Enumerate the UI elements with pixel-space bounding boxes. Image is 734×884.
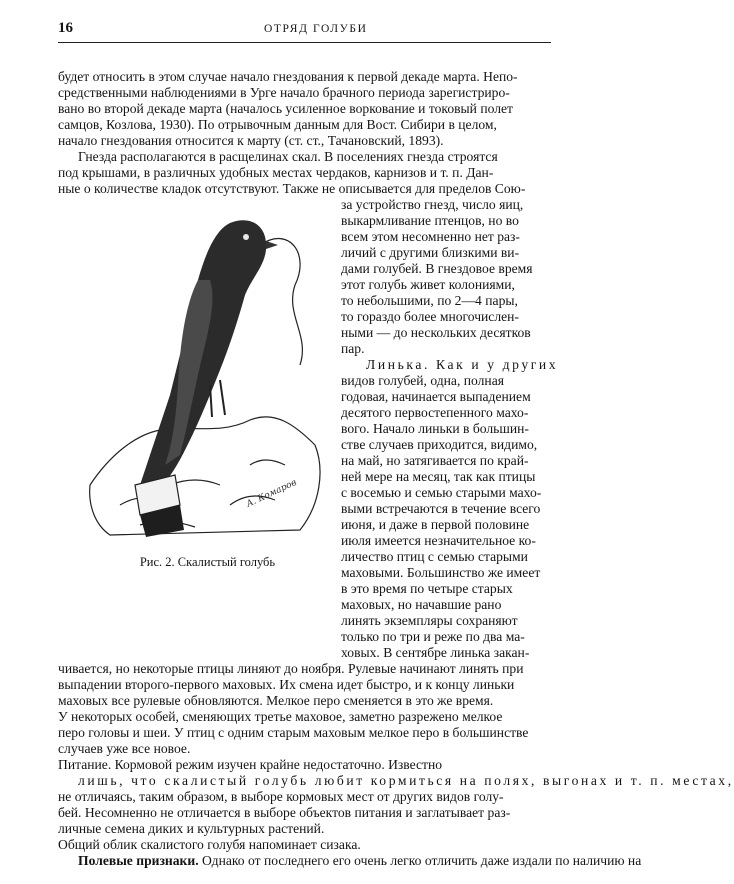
text-line: июня, и даже в первой половине xyxy=(341,517,530,532)
pigeon-illustration xyxy=(80,185,330,547)
text-line: только по три и реже по два ма- xyxy=(341,629,525,644)
text-line: всем этом несомненно нет раз- xyxy=(341,229,520,244)
pigeon-body xyxy=(140,220,266,490)
text-line: перо головы и шеи. У птиц с одним старым маховым мелкое перо в большинстве xyxy=(58,725,529,740)
text-line: личество птиц с семью старыми xyxy=(341,549,528,564)
text-line: в это время по четыре старых xyxy=(341,581,513,596)
text-line: не отличаясь, таким образом, в выборе кормовых мест от других видов голу- xyxy=(58,789,504,804)
text-line: стве случаев приходится, видимо, xyxy=(341,437,538,452)
text-line: ней мере на месяц, так как птицы xyxy=(341,469,536,484)
text-line: годовая, начинается выпадением xyxy=(341,389,531,404)
text-line: за устройство гнезд, число яиц, xyxy=(341,197,524,212)
text-line: на май, но затягивается по край- xyxy=(341,453,529,468)
page-header xyxy=(58,20,551,44)
text-line: самцов, Козлова, 1930). По отрывочным данным для Вост. Сибири в целом, xyxy=(58,117,497,132)
text-line: этот голубь живет колониями, xyxy=(341,277,515,292)
pigeon-beak xyxy=(266,241,278,249)
text-line: Питание. Кормовой режим изучен крайне недостаточно. Известно xyxy=(58,757,443,772)
text-line: средственными наблюдениями в Урге начало брачного периода зарегистриро- xyxy=(58,85,510,100)
text-line: дами голубей. В гнездовое время xyxy=(341,261,533,276)
text-line: маховых все рулевые обновляются. Мелкое перо сменяется в это же время. xyxy=(58,693,494,708)
text-line: ные о количестве кладок отсутствуют. Также не описывается для пределов Сою- xyxy=(58,181,526,196)
text-line: вого. Начало линьки в большин- xyxy=(341,421,529,436)
text-line: выпадении второго-первого маховых. Их смена идет быстро, и к концу линьки xyxy=(58,677,515,692)
figure-caption: Рис. 2. Скалистый голубь xyxy=(139,555,276,569)
background-rock xyxy=(260,239,302,365)
text-line: маховых, но начавшие рано xyxy=(341,597,502,612)
text-line: выми встречаются в течение всего xyxy=(341,501,541,516)
rock-outline xyxy=(90,417,320,535)
text-line: видов голубей, одна, полная xyxy=(341,373,504,388)
text-line: Гнезда располагаются в расщелинах скал. В поселениях гнезда строятся xyxy=(78,149,498,164)
text-line: Общий облик скалистого голубя напоминает сизака. xyxy=(58,837,361,852)
text-line: июля имеется незначительное ко- xyxy=(341,533,536,548)
pigeon-eye xyxy=(243,234,249,240)
section-head-field-marks: Полевые признаки. xyxy=(78,853,199,868)
text-line: ными — до нескольких десятков xyxy=(341,325,531,340)
text-line: У некоторых особей, сменяющих третье маховое, заметно разрежено мелкое xyxy=(58,709,503,724)
text-line: под крышами, в различных удобных местах чердаков, карнизов и т. п. Дан- xyxy=(58,165,494,180)
artist-signature: А. Комаров xyxy=(245,477,299,510)
text-line: то небольшими, по 2—4 пары, xyxy=(341,293,518,308)
text-line: ховых. В сентябре линька закан- xyxy=(341,645,530,660)
header-rule xyxy=(58,42,551,43)
text-line: лишь, что скалистый голубь любит кормиться на полях, выгонах и т. п. местах, xyxy=(78,773,734,788)
text-line xyxy=(78,853,641,869)
text-line: выкармливание птенцов, но во xyxy=(341,213,519,228)
text-line: чивается, но некоторые птицы линяют до ноября. Рулевые начинают линять при xyxy=(58,661,524,676)
text-line: пар. xyxy=(341,341,365,356)
text-run: Однако от последнего его очень легко отличить даже издали по наличию на xyxy=(202,853,642,868)
text-line: вано во второй декаде марта (началось усиленное воркование и токовый полет xyxy=(58,101,513,116)
pigeon-figure xyxy=(80,185,330,569)
running-title: ОТРЯД ГОЛУБИ xyxy=(264,23,368,35)
text-line: маховыми. Большинство же имеет xyxy=(341,565,541,580)
text-line: бей. Несомненно не отличается в выборе объектов питания и заглатывает раз- xyxy=(58,805,511,820)
text-line: десятого первостепенного махо- xyxy=(341,405,529,420)
text-line: Линька. Как и у других xyxy=(366,357,559,372)
text-line: линять экземпляры сохраняют xyxy=(341,613,518,628)
text-line: случаев уже все новое. xyxy=(58,741,191,756)
text-line: личные семена диких и культурных растений. xyxy=(58,821,325,836)
text-line: то гораздо более многочислен- xyxy=(341,309,519,324)
text-line: личий с другими близкими ви- xyxy=(341,245,520,260)
page-number: 16 xyxy=(58,20,73,36)
text-line: будет относить в этом случае начало гнездования к первой декаде марта. Непо- xyxy=(58,69,518,84)
text-line: начало гнездования относится к марту (ст. ст., Тачановский, 1893). xyxy=(58,133,444,148)
text-line: с восемью и семью старыми махо- xyxy=(341,485,542,500)
